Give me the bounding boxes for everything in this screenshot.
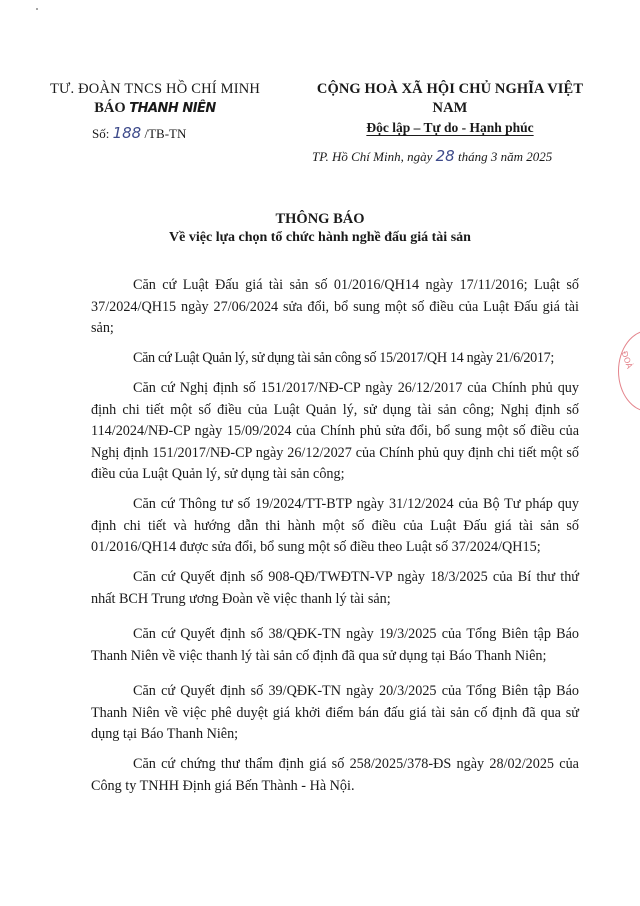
date-day-handwritten: 28 bbox=[435, 147, 455, 165]
issuer-bao: BÁO bbox=[94, 100, 126, 116]
document-title: THÔNG BÁO bbox=[275, 211, 365, 227]
red-seal-stamp bbox=[618, 330, 640, 412]
date-prefix: TP. Hồ Chí Minh, ngày bbox=[312, 149, 433, 164]
paragraph: Căn cứ Quyết định số 38/QĐK-TN ngày 19/3/2025 của Tổng Biên tập Báo Thanh Niên về việc thanh lý tài sản cố định đã qua sử dụng tại Báo Thanh Niên; bbox=[91, 626, 579, 664]
paragraph: Căn cứ Thông tư số 19/2024/TT-BTP ngày 31/12/2024 của Bộ Tư pháp quy định chi tiết và hướng dẫn thi hành một số điều của Luật Đấu giá tài sản số 01/2016/QH14 được sửa đổi, bổ sung một số điều theo Luật số 37/2024/QH15; bbox=[91, 496, 579, 555]
issue-date bbox=[300, 147, 600, 166]
paragraph: Căn cứ Nghị định số 151/2017/NĐ-CP ngày 26/12/2017 của Chính phủ quy định chi tiết một số điều của Luật Quản lý, sử dụng tài sản công; Nghị định số 114/2024/NĐ-CP ngày 15/09/2024 của Chính phủ sửa đổi, bổ sung một số điều của Nghị định 151/2017/NĐ-CP ngày 26/12/2027 của Chính phủ quy định chi tiết một số điều của Luật Quản lý, sử dụng tài sản công; bbox=[91, 380, 579, 482]
issuer-org: TƯ. ĐOÀN TNCS HỒ CHÍ MINH bbox=[49, 81, 261, 97]
paragraph: Căn cứ Luật Quản lý, sử dụng tài sản công số 15/2017/QH 14 ngày 21/6/2017; bbox=[133, 350, 554, 366]
seal-text: ĐOÀ bbox=[619, 350, 635, 370]
document-subtitle: Về việc lựa chọn tổ chức hành nghề đấu giá tài sản bbox=[169, 230, 471, 245]
issuer-name bbox=[40, 99, 270, 118]
paragraph: Căn cứ chứng thư thẩm định giá số 258/2025/378-ĐS ngày 28/02/2025 của Công ty TNHH Định giá Bến Thành - Hà Nội. bbox=[91, 756, 579, 794]
national-header bbox=[300, 80, 600, 166]
paragraph: Căn cứ Luật Đấu giá tài sản số 01/2016/QH14 ngày 17/11/2016; Luật số 37/2024/QH15 ngày 27/06/2024 sửa đổi, bổ sung một số điều của Luật Đấu giá tài sản; bbox=[91, 277, 579, 336]
nation-title: CỘNG HOÀ XÃ HỘI CHỦ NGHĨA VIỆT NAM bbox=[316, 81, 584, 116]
issuer-block bbox=[40, 80, 270, 143]
document-number bbox=[40, 124, 270, 143]
scan-speck bbox=[36, 8, 38, 10]
date-suffix: tháng 3 năm 2025 bbox=[457, 149, 553, 164]
paragraph: Căn cứ Quyết định số 39/QĐK-TN ngày 20/3/2025 của Tổng Biên tập Báo Thanh Niên về việc phê duyệt giá khởi điểm bán đấu giá tài sản cố định đã qua sử dụng tại Báo Thanh Niên; bbox=[91, 683, 579, 742]
so-label: Số: bbox=[92, 126, 110, 141]
so-suffix: /TB-TN bbox=[144, 126, 187, 141]
national-motto: Độc lập – Tự do - Hạnh phúc bbox=[366, 120, 534, 135]
so-number-handwritten: 188 bbox=[112, 124, 142, 142]
thanh-nien-logo-text: THANH NIÊN bbox=[129, 101, 216, 116]
document-body bbox=[91, 275, 579, 806]
paragraph: Căn cứ Quyết định số 908-QĐ/TWĐTN-VP ngày 18/3/2025 của Bí thư thứ nhất BCH Trung ương Đoàn về việc thanh lý tài sản; bbox=[91, 569, 579, 607]
